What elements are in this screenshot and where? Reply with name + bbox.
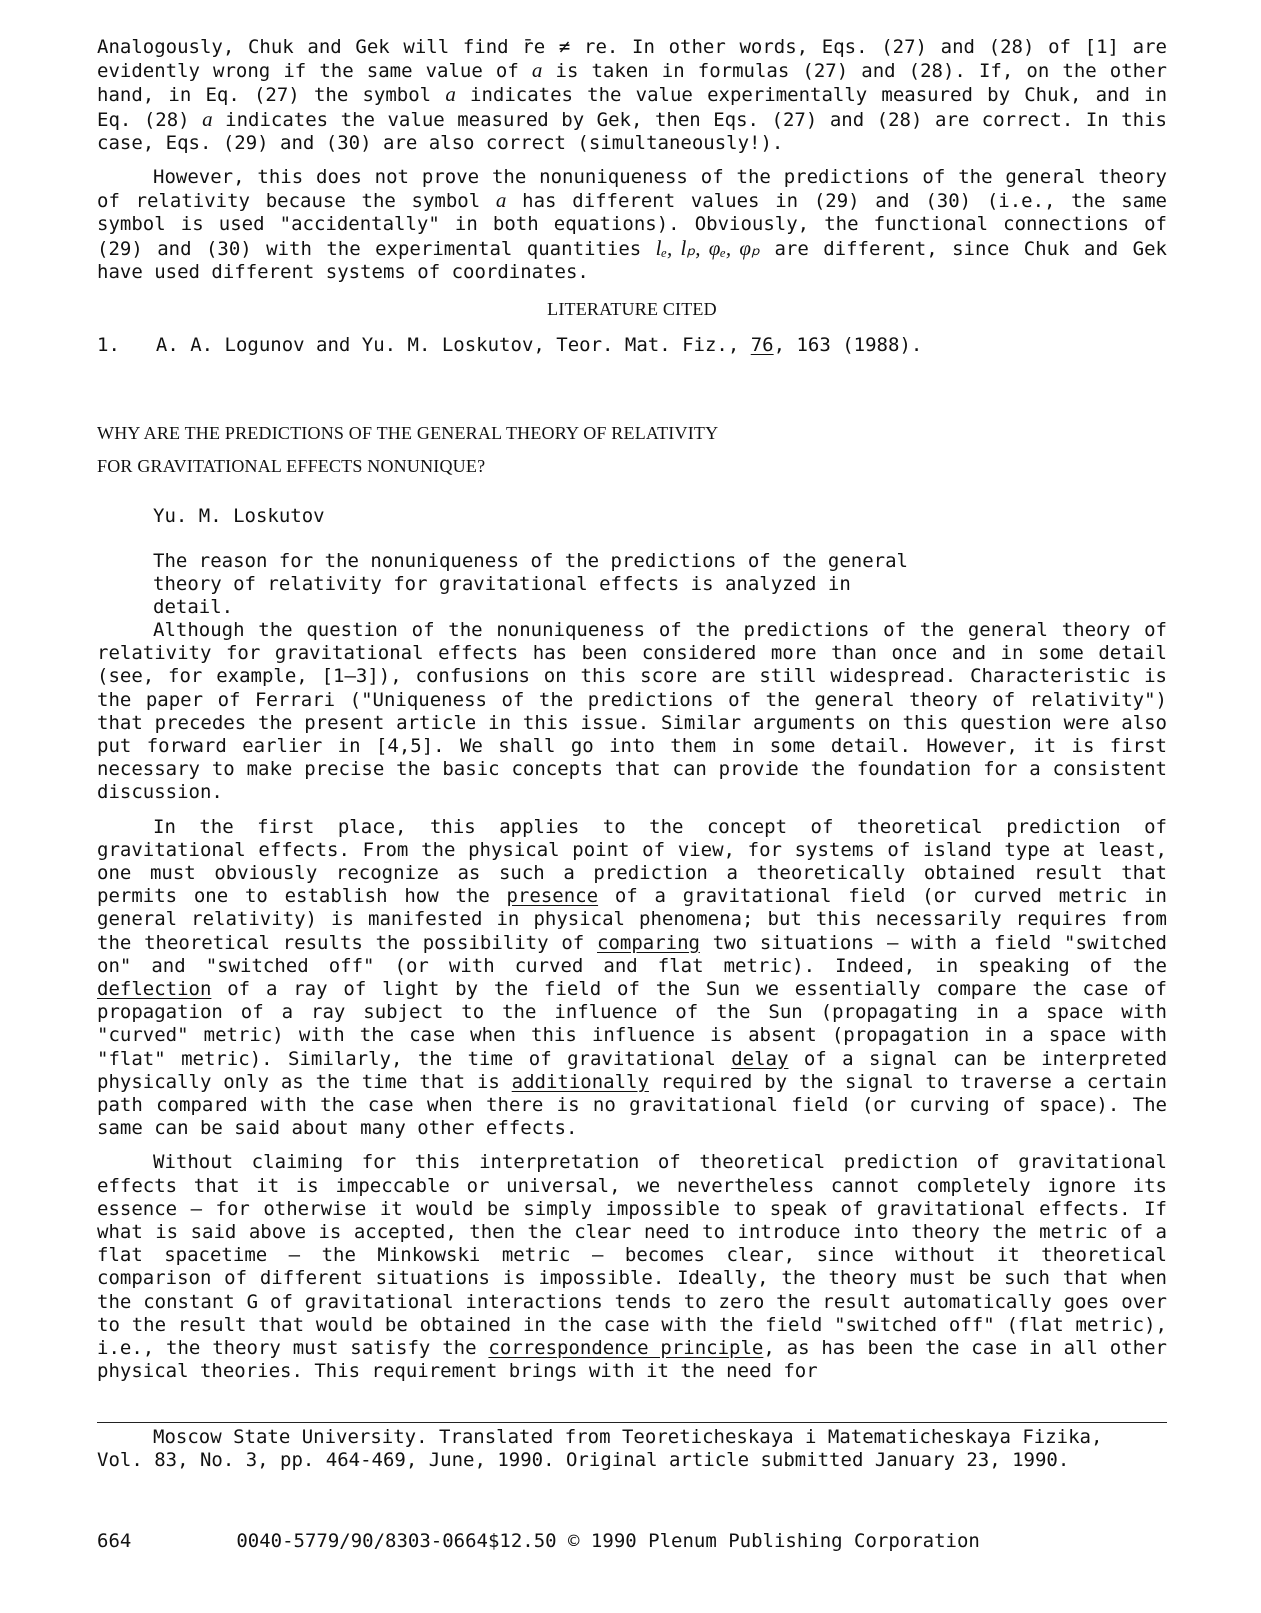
body-paragraph-1: Although the question of the nonuniqueness of the predictions of the general theory of relativity for gravitational effects has been considered more than once and in some detail (see, for example, [1–3]), confusions on this score are still widespread. Characteristic is the paper of Ferrari ("Uniqueness of the predictions of the general theory of relativity") that precedes the present article in this issue. Similar arguments on this question were also put forward earlier in [4,5]. We shall go into them in some detail. However, it is first necessary to make precise the basic concepts that can provide the foundation for a consistent discussion.: [97, 619, 1167, 804]
page-footer: [97, 1530, 1167, 1553]
page-number: 664: [97, 1530, 132, 1552]
article-body: [97, 619, 1167, 1384]
footnote: Moscow State University. Translated from Teoreticheskaya i Matematicheskaya Fizika, Vol. 83, No. 3, pp. 464-469, June, 1990. Original article submitted January 23, 1990.: [97, 1426, 1103, 1471]
article-title: WHY ARE THE PREDICTIONS OF THE GENERAL THEORY OF RELATIVITY FOR GRAVITATIONAL EFFECTS NONUNIQUE?: [97, 423, 719, 476]
symbol-a: a: [495, 188, 507, 213]
symbol-a: a: [202, 106, 213, 131]
footnote-rule: [97, 1422, 1167, 1423]
literature-section: [97, 299, 1167, 357]
body-paragraph-3: Without claiming for this interpretation of theoretical prediction of gravitational effects that it is impeccable or universal, we nevertheless cannot completely ignore its essence — for otherwise it would be simply impossible to speak of gravitational effects. If what is said above is accepted, then the clear need to introduce into theory the metric of a flat spacetime — the Minkowski metric — becomes clear, since without it theoretical comparison of different situations is impossible. Ideally, the theory must be such that when the constant G of gravitational interactions tends to zero the result automatically goes over to the result that would be obtained in the case with the field "switched off" (flat metric), i.e., the theory must satisfy the correspondence principle, as has been the case in all other physical theories. This requirement brings with it the need for: [97, 1151, 1167, 1383]
reference-item: 1. A. A. Logunov and Yu. M. Loskutov, Teor. Mat. Fiz., 76, 163 (1988).: [97, 334, 923, 356]
reference-volume: 76: [750, 334, 774, 356]
symbol-a: a: [445, 82, 456, 107]
article-author: Yu. M. Loskutov: [153, 505, 325, 527]
continuation-paragraph-2: However, this does not prove the nonuniqueness of the predictions of the general theory of relativity because the symbol a has different values in (29) and (30) (i.e., the same symbol is used "accidentally" in both equations). Obviously, the functional connections of (29) and (30) with the experimental quantities lₑ, lₚ, φₑ, φₚ are different, since Chuk and Gek have used different systems of coordinates.: [97, 166, 1167, 283]
continuation-section: [97, 36, 1167, 284]
continuation-paragraph-1: Analogously, Chuk and Gek will find r̄e ≠ re. In other words, Eqs. (27) and (28) of [1] are evidently wrong if the same value of a is taken in formulas (27) and (28). If, on the other hand, in Eq. (27) the symbol a indicates the value experimentally measured by Chuk, and in Eq. (28) a indicates the value measured by Gek, then Eqs. (27) and (28) are correct. In this case, Eqs. (29) and (30) are also correct (simultaneously!).: [97, 36, 1168, 154]
publisher-code: 0040-5779/90/8303-0664$12.50 © 1990 Plenum Publishing Corporation: [236, 1530, 980, 1552]
article-abstract: The reason for the nonuniqueness of the predictions of the general theory of relativity for gravitational effects is analyzed in detail.: [153, 550, 908, 619]
symbol-a: a: [531, 58, 543, 83]
body-paragraph-2: In the first place, this applies to the concept of theoretical prediction of gravitational effects. From the physical point of view, for systems of island type at least, one must obviously recognize as such a prediction a theoretically obtained result that permits one to establish how the presence of a gravitational field (or curved metric in general relativity) is manifested in physical phenomena; but this necessarily requires from the theoretical results the possibility of comparing two situations — with a field "switched on" and "switched off" (or with curved and flat metric). Indeed, in speaking of the deflection of a ray of light by the field of the Sun we essentially compare the case of propagation of a ray subject to the influence of the Sun (propagating in a space with "curved" metric) with the case when this influence is absent (propagation in a space with "flat" metric). Similarly, the time of gravitational delay of a signal can be interpreted physically only as the time that is additionally required by the signal to traverse a certain path compared with the case when there is no gravitational field (or curving of space). The same can be said about many other effects.: [97, 815, 1168, 1140]
experimental-quantities: lₑ, lₚ, φₑ, φₚ: [655, 235, 761, 260]
reference-number: 1.: [97, 334, 120, 356]
literature-heading: LITERATURE CITED: [547, 299, 717, 319]
